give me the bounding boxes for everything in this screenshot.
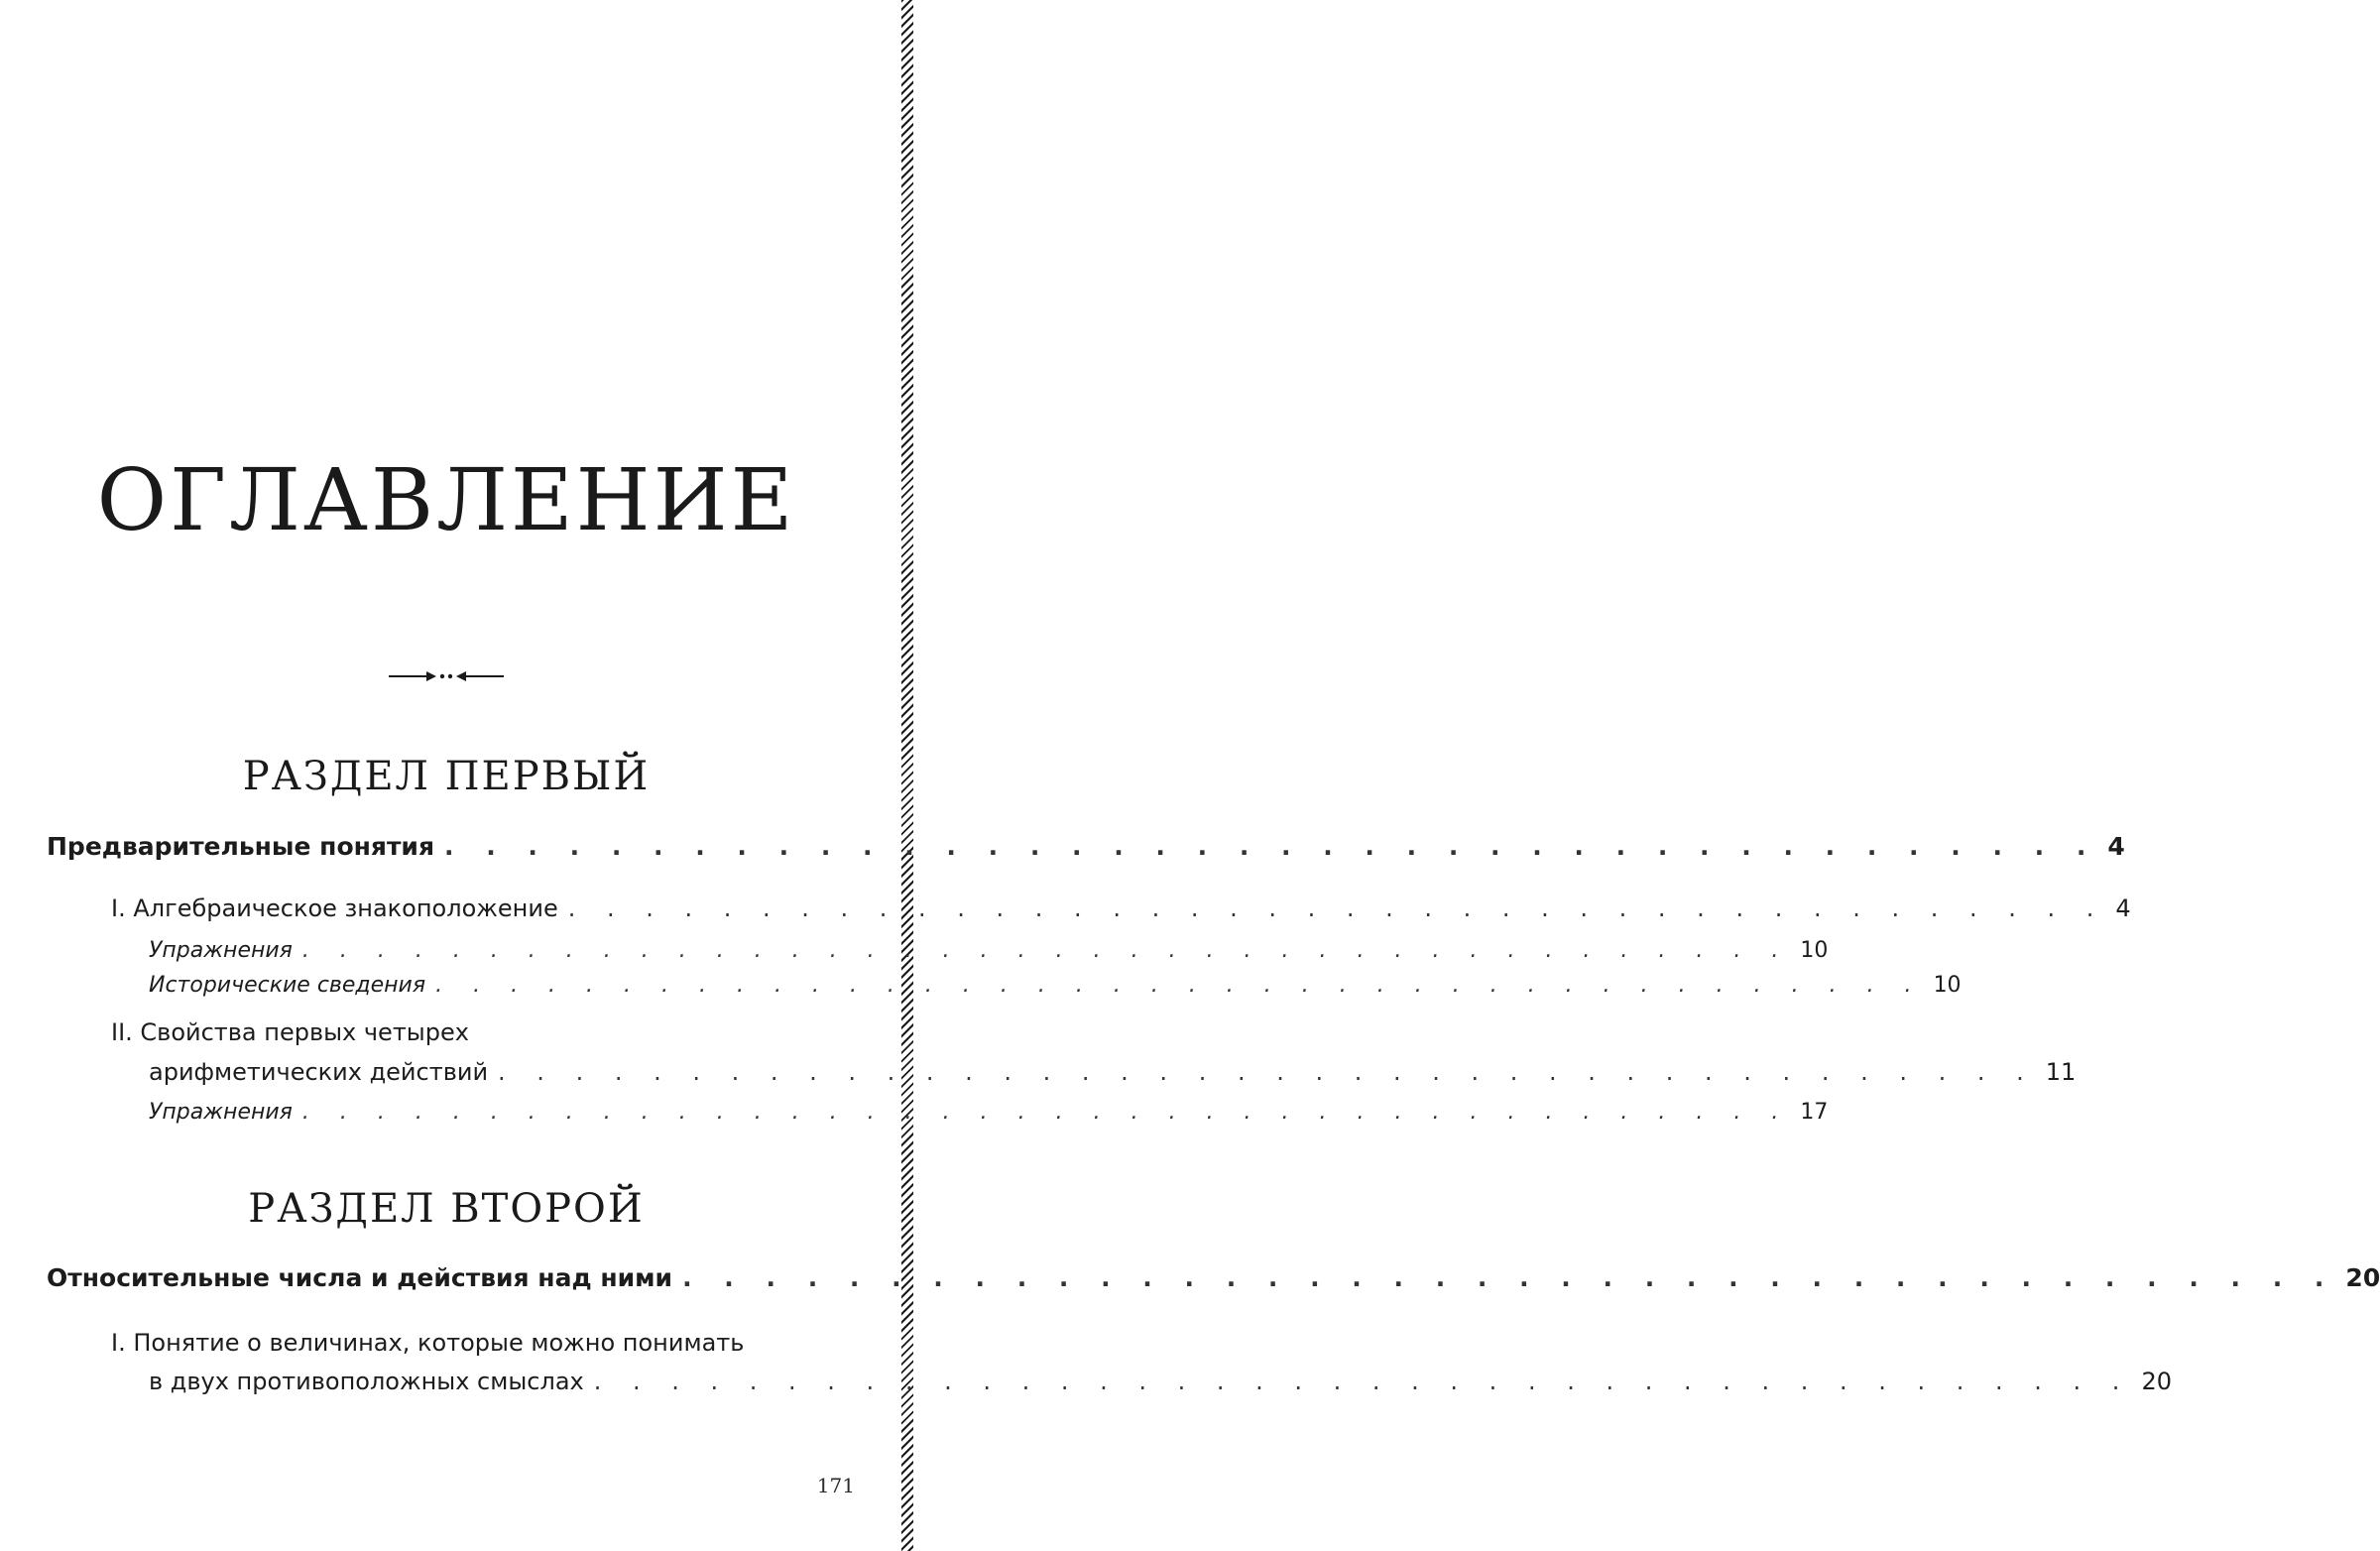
- toc-page-number: 20: [2141, 1368, 2172, 1395]
- page-title: ОГЛАВЛЕНИЕ: [96, 451, 796, 550]
- toc-chapter-label: Предварительные понятия: [47, 832, 435, 861]
- page-edge-pattern: [901, 0, 913, 1551]
- toc-entry-label-line1: I. Понятие о величинах, которые можно понимать: [111, 1329, 745, 1357]
- toc-entry-label-line1: II. Свойства первых четырех: [111, 1018, 469, 1046]
- toc-entry-label: I. Алгебраическое знакоположение: [111, 895, 558, 922]
- toc-leader: . . . . . . . . . . . . . . . . . . . . . . . . . . . . . . . . . . . . . . . .: [301, 938, 1791, 963]
- toc-entry[interactable]: [149, 1366, 2172, 1397]
- toc-chapter[interactable]: [47, 1262, 2380, 1294]
- toc-subentry[interactable]: [149, 935, 1829, 967]
- toc-page-number: 17: [1800, 1100, 1829, 1125]
- toc-entry-label: в двух противоположных смыслах: [149, 1368, 584, 1395]
- toc-subentry-label: Исторические сведения: [149, 973, 426, 998]
- section-heading: РАЗДЕЛ ПЕРВЫЙ: [242, 754, 651, 799]
- toc-leader: . . . . . . . . . . . . . . . . . . . . . . . . . . . . . . . . . . . . . . . .: [301, 1100, 1791, 1125]
- toc-leader: . . . . . . . . . . . . . . . . . . . . . . . . . . . . . . . . . . . . . . . .: [498, 1058, 2036, 1086]
- toc-subentry-label: Упражнения: [149, 938, 293, 963]
- toc-entry[interactable]: [149, 1056, 2077, 1088]
- toc-leader: . . . . . . . . . . . . . . . . . . . . . . . . . . . . . . . . . . . . . . . .: [435, 973, 1924, 998]
- toc-subentry-label: Упражнения: [149, 1100, 293, 1125]
- toc-page-number: 4: [2115, 895, 2131, 922]
- toc-page-number: 20: [2345, 1263, 2380, 1292]
- ornament-divider-icon: [387, 664, 506, 688]
- toc-entry-label: арифметических действий: [149, 1058, 489, 1086]
- toc-page-number: 4: [2107, 832, 2125, 861]
- toc-entry[interactable]: [111, 893, 2131, 924]
- toc-chapter[interactable]: [47, 831, 2125, 863]
- toc-leader: . . . . . . . . . . . . . . . . . . . . . . . . . . . . . . . . . . . . . . . .: [682, 1263, 2336, 1292]
- page-number: 171: [816, 1474, 855, 1497]
- toc-page-number: 10: [1800, 938, 1829, 963]
- section-heading: РАЗДЕЛ ВТОРОЙ: [248, 1186, 645, 1232]
- toc-leader: . . . . . . . . . . . . . . . . . . . . . . . . . . . . . . . . . . . . . . . .: [567, 895, 2106, 922]
- toc-chapter-label: Относительные числа и действия над ними: [47, 1263, 673, 1292]
- toc-page-number: 11: [2045, 1058, 2077, 1086]
- toc-leader: . . . . . . . . . . . . . . . . . . . . . . . . . . . . . . . . . . . . . . . .: [593, 1368, 2132, 1395]
- toc-subentry[interactable]: [149, 970, 1962, 1002]
- toc-leader: . . . . . . . . . . . . . . . . . . . . . . . . . . . . . . . . . . . . . . . .: [444, 832, 2098, 861]
- toc-subentry[interactable]: [149, 1097, 1829, 1129]
- toc-page-number: 10: [1933, 973, 1962, 998]
